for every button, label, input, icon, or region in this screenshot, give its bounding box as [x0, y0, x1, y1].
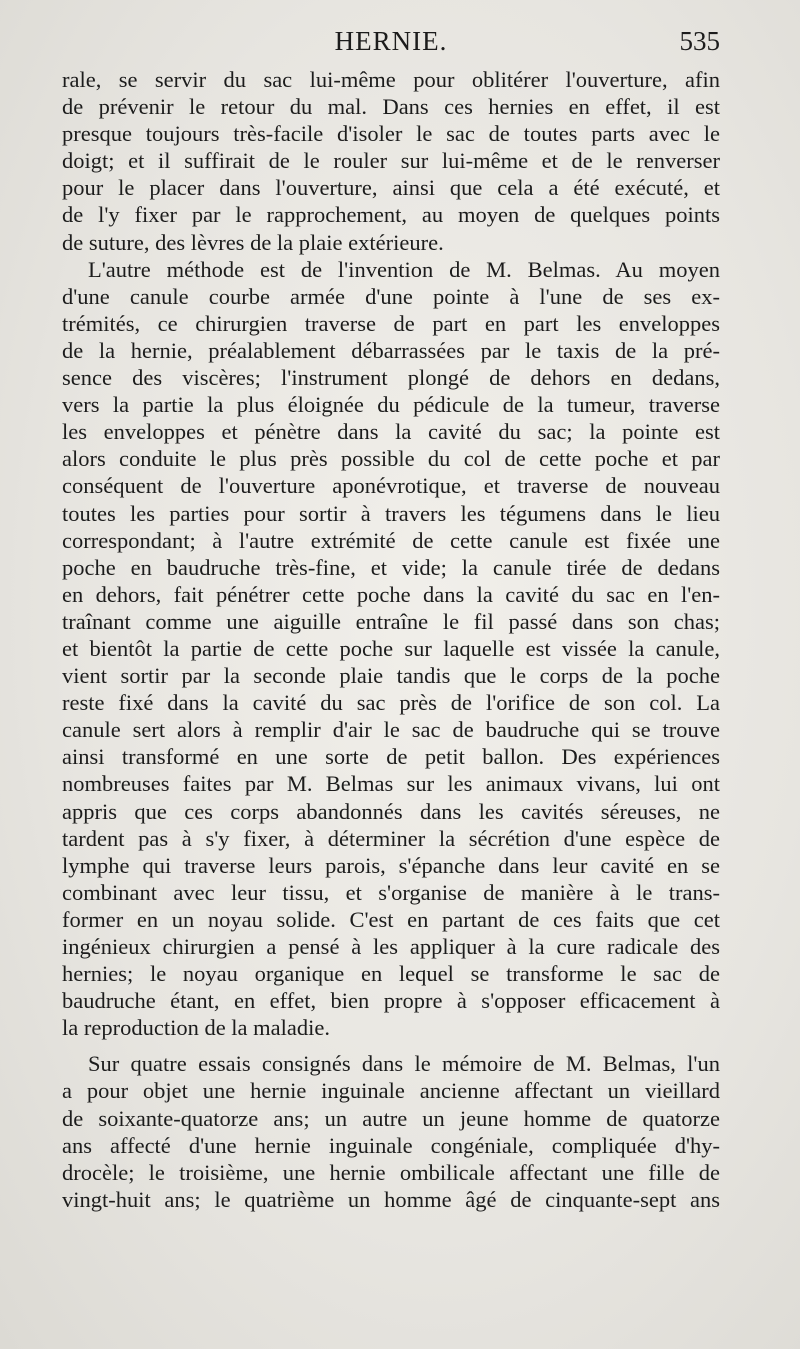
running-head: HERNIE.	[334, 26, 448, 56]
text-line: de prévenir le retour du mal. Dans ces hernies en effet, il est	[62, 94, 720, 120]
text-line: a pour objet une hernie inguinale ancienne affectant un vieillard	[62, 1078, 720, 1104]
text-line: conséquent de l'ouverture aponévrotique, et traverse de nouveau	[62, 473, 720, 499]
paragraph-1	[62, 66, 720, 256]
text-line: appris que ces corps abandonnés dans les cavités séreuses, ne	[62, 798, 720, 824]
text-line: de l'y fixer par le rapprochement, au moyen de quelques points	[62, 202, 720, 228]
text-line: hernies; le noyau organique en lequel se transforme le sac de	[62, 961, 720, 987]
text-line: trémités, ce chirurgien traverse de part en part les enveloppes	[62, 310, 720, 336]
text-line: de suture, des lèvres de la plaie extérieure.	[62, 229, 444, 255]
text-line: ingénieux chirurgien a pensé à les appliquer à la cure radicale des	[62, 934, 720, 959]
text-line: ainsi transformé en une sorte de petit ballon. Des expériences	[62, 744, 720, 770]
text-line: drocèle; le troisième, une hernie ombilicale affectant une fille de	[62, 1159, 720, 1185]
text-line: baudruche étant, en effet, bien propre à s'opposer efficacement à	[62, 988, 720, 1014]
text-line: traînant comme une aiguille entraîne le fil passé dans son chas;	[62, 608, 720, 634]
text-line: vient sortir par la seconde plaie tandis que le corps de la poche	[62, 663, 720, 689]
text-line: L'autre méthode est de l'invention de M. Belmas. Au moyen	[88, 256, 720, 282]
text-line: rale, se servir du sac lui-même pour oblitérer l'ouverture, afin	[62, 67, 720, 92]
text-line: lymphe qui traverse leurs parois, s'épanche dans leur cavité en se	[62, 852, 720, 878]
text-line: pour le placer dans l'ouverture, ainsi que cela a été exécuté, et	[62, 175, 720, 201]
paragraph-2	[62, 256, 720, 1042]
paragraph-3	[62, 1050, 720, 1213]
text-line: former en un noyau solide. C'est en partant de ces faits que cet	[62, 906, 720, 932]
text-line: Sur quatre essais consignés dans le mémoire de M. Belmas, l'un	[88, 1051, 720, 1077]
text-line: et bientôt la partie de cette poche sur laquelle est vissée la canule,	[62, 635, 720, 661]
text-line: d'une canule courbe armée d'une pointe à l'une de ses ex-	[62, 283, 720, 309]
body-text	[62, 66, 720, 1213]
text-line: vers la partie la plus éloignée du pédicule de la tumeur, traverse	[62, 392, 720, 418]
text-line: canule sert alors à remplir d'air le sac de baudruche qui se trouve	[62, 717, 720, 743]
page-header	[62, 26, 720, 66]
text-line: vingt-huit ans; le quatrième un homme âgé de cinquante-sept ans	[62, 1186, 720, 1212]
text-line: correspondant; à l'autre extrémité de cette canule est fixée une	[62, 527, 720, 553]
text-line: sence des viscères; l'instrument plongé de dehors en dedans,	[62, 365, 720, 391]
text-line: presque toujours très-facile d'isoler le sac de toutes parts avec le	[62, 121, 720, 147]
text-line: nombreuses faites par M. Belmas sur les animaux vivans, lui ont	[62, 771, 720, 797]
text-line: combinant avec leur tissu, et s'organise de manière à le trans-	[62, 879, 720, 905]
text-line: doigt; et il suffirait de le rouler sur lui-même et de le renverser	[62, 148, 720, 174]
text-line: reste fixé dans la cavité du sac près de l'orifice de son col. La	[62, 690, 720, 716]
text-line: de la hernie, préalablement débarrassées par le taxis de la pré-	[62, 337, 720, 363]
text-line: la reproduction de la maladie.	[62, 1015, 331, 1041]
text-line: ans affecté d'une hernie inguinale congéniale, compliquée d'hy-	[62, 1132, 720, 1158]
page-number: 535	[679, 26, 720, 56]
text-line: toutes les parties pour sortir à travers les tégumens dans le lieu	[62, 500, 720, 526]
text-line: poche en baudruche très-fine, et vide; la canule tirée de dedans	[62, 554, 720, 580]
text-line: alors conduite le plus près possible du col de cette poche et par	[62, 446, 720, 472]
text-line: de soixante-quatorze ans; un autre un jeune homme de quatorze	[62, 1105, 720, 1131]
text-line: en dehors, fait pénétrer cette poche dans la cavité du sac en l'en-	[62, 581, 720, 607]
text-line: tardent pas à s'y fixer, à déterminer la sécrétion d'une espèce de	[62, 825, 720, 851]
text-line: les enveloppes et pénètre dans la cavité du sac; la pointe est	[62, 419, 720, 445]
